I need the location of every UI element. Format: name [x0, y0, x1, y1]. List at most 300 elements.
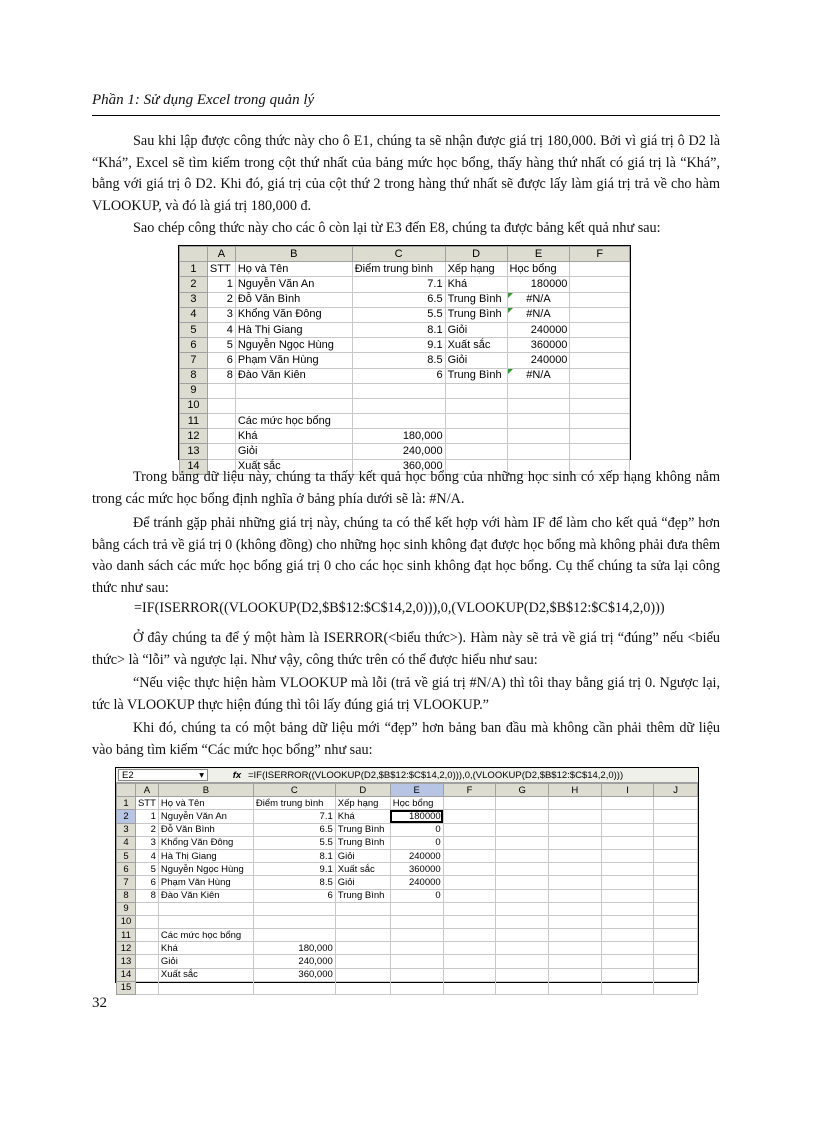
cell-e10[interactable]: [390, 915, 443, 928]
cell-h5[interactable]: [548, 849, 601, 862]
cell-b10[interactable]: [235, 398, 352, 413]
cell-h11[interactable]: [548, 929, 601, 942]
cell-g11[interactable]: [496, 929, 549, 942]
cell-e5[interactable]: 240000: [390, 849, 443, 862]
cell-a4[interactable]: 3: [135, 836, 158, 849]
cell-g5[interactable]: [496, 849, 549, 862]
cell-a8[interactable]: 8: [207, 368, 235, 383]
cell-d8[interactable]: Trung Bình: [445, 368, 507, 383]
cell-g1[interactable]: [496, 797, 549, 810]
cell-j14[interactable]: [654, 968, 698, 981]
column-header-a[interactable]: A: [135, 784, 158, 797]
cell-g7[interactable]: [496, 876, 549, 889]
cell-d11[interactable]: [335, 929, 390, 942]
cell-i14[interactable]: [601, 968, 654, 981]
cell-h4[interactable]: [548, 836, 601, 849]
cell-a10[interactable]: [207, 398, 235, 413]
cell-c5[interactable]: 8.1: [352, 322, 445, 337]
row-header-9[interactable]: 9: [117, 902, 136, 915]
cell-b8[interactable]: Đào Văn Kiên: [158, 889, 253, 902]
cell-i2[interactable]: [601, 810, 654, 823]
cell-h10[interactable]: [548, 915, 601, 928]
cell-c7[interactable]: 8.5: [352, 353, 445, 368]
cell-c15[interactable]: [253, 981, 335, 994]
cell-f1[interactable]: [570, 262, 630, 277]
row-header-4[interactable]: 4: [180, 307, 208, 322]
cell-e4[interactable]: [507, 307, 570, 322]
cell-i13[interactable]: [601, 955, 654, 968]
cell-j6[interactable]: [654, 863, 698, 876]
cell-c3[interactable]: 6.5: [352, 292, 445, 307]
cell-c8[interactable]: 6: [352, 368, 445, 383]
cell-b14[interactable]: Xuất sắc: [235, 459, 352, 474]
cell-i9[interactable]: [601, 902, 654, 915]
cell-c5[interactable]: 8.1: [253, 849, 335, 862]
cell-b2[interactable]: Nguyễn Văn An: [235, 277, 352, 292]
cell-e10[interactable]: [507, 398, 570, 413]
cell-i5[interactable]: [601, 849, 654, 862]
row-header-7[interactable]: 7: [180, 353, 208, 368]
column-header-c[interactable]: C: [352, 247, 445, 262]
row-header-9[interactable]: 9: [180, 383, 208, 398]
cell-f14[interactable]: [443, 968, 496, 981]
cell-f15[interactable]: [443, 981, 496, 994]
cell-d2[interactable]: Khá: [335, 810, 390, 823]
column-header-j[interactable]: J: [654, 784, 698, 797]
cell-b3[interactable]: Đỗ Văn Bình: [235, 292, 352, 307]
cell-a2[interactable]: 1: [135, 810, 158, 823]
cell-a3[interactable]: 2: [135, 823, 158, 836]
cell-j5[interactable]: [654, 849, 698, 862]
cell-c7[interactable]: 8.5: [253, 876, 335, 889]
row-header-5[interactable]: 5: [117, 849, 136, 862]
cell-value: #N/A: [526, 293, 551, 306]
cell-j7[interactable]: [654, 876, 698, 889]
cell-f10[interactable]: [570, 398, 630, 413]
cell-g9[interactable]: [496, 902, 549, 915]
cell-i7[interactable]: [601, 876, 654, 889]
cell-d5[interactable]: Giỏi: [445, 322, 507, 337]
cell-e13[interactable]: [507, 444, 570, 459]
cell-h6[interactable]: [548, 863, 601, 876]
cell-b13[interactable]: Giỏi: [158, 955, 253, 968]
cell-f1[interactable]: [443, 797, 496, 810]
cell-b9[interactable]: [235, 383, 352, 398]
cell-d6[interactable]: Xuất sắc: [445, 338, 507, 353]
cell-a1[interactable]: STT: [207, 262, 235, 277]
cell-a8[interactable]: 8: [135, 889, 158, 902]
cell-j12[interactable]: [654, 942, 698, 955]
cell-f6[interactable]: [570, 338, 630, 353]
row-header-12[interactable]: 12: [117, 942, 136, 955]
cell-c2[interactable]: 7.1: [352, 277, 445, 292]
cell-f11[interactable]: [443, 929, 496, 942]
spreadsheet-result-na: [178, 245, 631, 473]
cell-a11[interactable]: [135, 929, 158, 942]
cell-c4[interactable]: 5.5: [253, 836, 335, 849]
cell-c9[interactable]: [253, 902, 335, 915]
row-header-1[interactable]: 1: [180, 262, 208, 277]
cell-h2[interactable]: [548, 810, 601, 823]
cell-f5[interactable]: [443, 849, 496, 862]
row-header-14[interactable]: 14: [117, 968, 136, 981]
cell-a4[interactable]: 3: [207, 307, 235, 322]
table-row: [117, 797, 698, 810]
cell-e8[interactable]: 0: [390, 889, 443, 902]
cell-a12[interactable]: [135, 942, 158, 955]
cell-e5[interactable]: 240000: [507, 322, 570, 337]
table-row: [117, 889, 698, 902]
row-header-6[interactable]: 6: [117, 863, 136, 876]
cell-b6[interactable]: Nguyễn Ngọc Hùng: [158, 863, 253, 876]
cell-h8[interactable]: [548, 889, 601, 902]
cell-j4[interactable]: [654, 836, 698, 849]
cell-e9[interactable]: [507, 383, 570, 398]
cell-b12[interactable]: Khá: [158, 942, 253, 955]
dropdown-arrow-icon[interactable]: ▾: [199, 769, 204, 781]
row-header-4[interactable]: 4: [117, 836, 136, 849]
cell-e8[interactable]: [507, 368, 570, 383]
cell-c6[interactable]: 9.1: [253, 863, 335, 876]
table-row: [117, 955, 698, 968]
column-header-c[interactable]: C: [253, 784, 335, 797]
cell-d8[interactable]: Trung Bình: [335, 889, 390, 902]
column-header-f[interactable]: F: [443, 784, 496, 797]
cell-a15[interactable]: [135, 981, 158, 994]
cell-e4[interactable]: 0: [390, 836, 443, 849]
cell-b11[interactable]: Các mức học bổng: [235, 414, 352, 429]
cell-a6[interactable]: 5: [135, 863, 158, 876]
cell-h3[interactable]: [548, 823, 601, 836]
paragraph-7: Khi đó, chúng ta có một bảng dữ liệu mới “đẹp” hơn bảng ban đầu mà không cần phải thêm dữ liệu vào bảng tìm kiếm “Các mức học bổng” như sau:: [92, 720, 720, 758]
cell-c10[interactable]: [352, 398, 445, 413]
row-header-5[interactable]: 5: [180, 322, 208, 337]
cell-h15[interactable]: [548, 981, 601, 994]
row-header-13[interactable]: 13: [117, 955, 136, 968]
cell-d12[interactable]: [445, 429, 507, 444]
cell-f10[interactable]: [443, 915, 496, 928]
cell-c3[interactable]: 6.5: [253, 823, 335, 836]
cell-d3[interactable]: Trung Bình: [445, 292, 507, 307]
cell-i1[interactable]: [601, 797, 654, 810]
cell-c11[interactable]: [352, 414, 445, 429]
cell-b10[interactable]: [158, 915, 253, 928]
cell-a14[interactable]: [135, 968, 158, 981]
cell-a11[interactable]: [207, 414, 235, 429]
cell-f12[interactable]: [443, 942, 496, 955]
table-row: [180, 322, 630, 337]
cell-a5[interactable]: 4: [135, 849, 158, 862]
cell-a7[interactable]: 6: [135, 876, 158, 889]
cell-a9[interactable]: [135, 902, 158, 915]
cell-f9[interactable]: [443, 902, 496, 915]
error-indicator-icon: [508, 369, 513, 374]
cell-d1[interactable]: Xếp hạng: [335, 797, 390, 810]
cell-g8[interactable]: [496, 889, 549, 902]
cell-c2[interactable]: 7.1: [253, 810, 335, 823]
cell-d2[interactable]: Khá: [445, 277, 507, 292]
cell-c11[interactable]: [253, 929, 335, 942]
cell-g12[interactable]: [496, 942, 549, 955]
table-row: [180, 429, 630, 444]
cell-c1[interactable]: Điểm trung bình: [253, 797, 335, 810]
cell-b12[interactable]: Khá: [235, 429, 352, 444]
cell-b15[interactable]: [158, 981, 253, 994]
row-header-2[interactable]: 2: [117, 810, 136, 823]
cell-d3[interactable]: Trung Bình: [335, 823, 390, 836]
column-header-e[interactable]: E: [390, 784, 443, 797]
spreadsheet-grid: [116, 783, 698, 995]
cell-b7[interactable]: Phạm Văn Hùng: [158, 876, 253, 889]
cell-j2[interactable]: [654, 810, 698, 823]
cell-h1[interactable]: [548, 797, 601, 810]
table-row: [180, 398, 630, 413]
cell-d9[interactable]: [445, 383, 507, 398]
cell-j8[interactable]: [654, 889, 698, 902]
cell-e1[interactable]: Học bổng: [507, 262, 570, 277]
cell-b5[interactable]: Hà Thị Giang: [235, 322, 352, 337]
cell-g3[interactable]: [496, 823, 549, 836]
cell-i8[interactable]: [601, 889, 654, 902]
cell-d14[interactable]: [335, 968, 390, 981]
cell-i12[interactable]: [601, 942, 654, 955]
cell-j1[interactable]: [654, 797, 698, 810]
cell-d13[interactable]: [335, 955, 390, 968]
column-header-g[interactable]: G: [496, 784, 549, 797]
cell-b14[interactable]: Xuất sắc: [158, 968, 253, 981]
cell-a1[interactable]: STT: [135, 797, 158, 810]
cell-d11[interactable]: [445, 414, 507, 429]
column-header-h[interactable]: H: [548, 784, 601, 797]
cell-f5[interactable]: [570, 322, 630, 337]
cell-b1[interactable]: Họ và Tên: [235, 262, 352, 277]
cell-d4[interactable]: Trung Bình: [335, 836, 390, 849]
cell-a10[interactable]: [135, 915, 158, 928]
cell-e6[interactable]: 360000: [507, 338, 570, 353]
cell-b4[interactable]: Khổng Văn Đông: [158, 836, 253, 849]
cell-g4[interactable]: [496, 836, 549, 849]
cell-e6[interactable]: 360000: [390, 863, 443, 876]
cell-d5[interactable]: Giỏi: [335, 849, 390, 862]
cell-c1[interactable]: Điểm trung bình: [352, 262, 445, 277]
row-header-14[interactable]: 14: [180, 459, 208, 474]
cell-d10[interactable]: [445, 398, 507, 413]
row-header-3[interactable]: 3: [117, 823, 136, 836]
cell-e3[interactable]: [507, 292, 570, 307]
cell-c14[interactable]: 360,000: [253, 968, 335, 981]
cell-c4[interactable]: 5.5: [352, 307, 445, 322]
cell-d12[interactable]: [335, 942, 390, 955]
cell-f7[interactable]: [570, 353, 630, 368]
cell-b8[interactable]: Đào Văn Kiên: [235, 368, 352, 383]
cell-f7[interactable]: [443, 876, 496, 889]
cell-a6[interactable]: 5: [207, 338, 235, 353]
column-header-e[interactable]: E: [507, 247, 570, 262]
cell-a2[interactable]: 1: [207, 277, 235, 292]
cell-value: #N/A: [526, 369, 551, 382]
cell-e2[interactable]: 180000: [390, 810, 443, 823]
cell-c9[interactable]: [352, 383, 445, 398]
column-header-i[interactable]: I: [601, 784, 654, 797]
row-header-1[interactable]: 1: [117, 797, 136, 810]
cell-a13[interactable]: [207, 444, 235, 459]
cell-b4[interactable]: Khổng Văn Đông: [235, 307, 352, 322]
cell-f3[interactable]: [570, 292, 630, 307]
cell-d15[interactable]: [335, 981, 390, 994]
cell-h7[interactable]: [548, 876, 601, 889]
cell-c8[interactable]: 6: [253, 889, 335, 902]
error-indicator-icon: [508, 308, 513, 313]
row-header-7[interactable]: 7: [117, 876, 136, 889]
cell-h9[interactable]: [548, 902, 601, 915]
row-header-11[interactable]: 11: [117, 929, 136, 942]
cell-g15[interactable]: [496, 981, 549, 994]
cell-d7[interactable]: Giỏi: [335, 876, 390, 889]
cell-f8[interactable]: [570, 368, 630, 383]
column-header-d[interactable]: D: [335, 784, 390, 797]
cell-j10[interactable]: [654, 915, 698, 928]
name-box[interactable]: [118, 769, 208, 781]
cell-h14[interactable]: [548, 968, 601, 981]
row-header-10[interactable]: 10: [180, 398, 208, 413]
select-all-corner[interactable]: [180, 247, 208, 262]
cell-i11[interactable]: [601, 929, 654, 942]
cell-c12[interactable]: 180,000: [253, 942, 335, 955]
cell-c13[interactable]: 240,000: [352, 444, 445, 459]
row-header-8[interactable]: 8: [180, 368, 208, 383]
cell-f6[interactable]: [443, 863, 496, 876]
cell-c14[interactable]: 360,000: [352, 459, 445, 474]
cell-e12[interactable]: [507, 429, 570, 444]
cell-f2[interactable]: [570, 277, 630, 292]
cell-j15[interactable]: [654, 981, 698, 994]
cell-b13[interactable]: Giỏi: [235, 444, 352, 459]
cell-d4[interactable]: Trung Bình: [445, 307, 507, 322]
cell-b6[interactable]: Nguyễn Ngọc Hùng: [235, 338, 352, 353]
cell-f2[interactable]: [443, 810, 496, 823]
row-header-10[interactable]: 10: [117, 915, 136, 928]
cell-i3[interactable]: [601, 823, 654, 836]
column-header-b[interactable]: B: [158, 784, 253, 797]
cell-j3[interactable]: [654, 823, 698, 836]
cell-g13[interactable]: [496, 955, 549, 968]
row-header-8[interactable]: 8: [117, 889, 136, 902]
error-indicator-icon: [508, 293, 513, 298]
cell-c6[interactable]: 9.1: [352, 338, 445, 353]
cell-e1[interactable]: Học bổng: [390, 797, 443, 810]
cell-b9[interactable]: [158, 902, 253, 915]
cell-a9[interactable]: [207, 383, 235, 398]
cell-g10[interactable]: [496, 915, 549, 928]
cell-f4[interactable]: [443, 836, 496, 849]
fx-icon[interactable]: fx: [232, 769, 242, 781]
table-row: [117, 836, 698, 849]
cell-f3[interactable]: [443, 823, 496, 836]
cell-f8[interactable]: [443, 889, 496, 902]
row-header-13[interactable]: 13: [180, 444, 208, 459]
cell-i4[interactable]: [601, 836, 654, 849]
cell-g6[interactable]: [496, 863, 549, 876]
cell-f9[interactable]: [570, 383, 630, 398]
cell-e9[interactable]: [390, 902, 443, 915]
cell-j13[interactable]: [654, 955, 698, 968]
cell-d7[interactable]: Giỏi: [445, 353, 507, 368]
column-header-d[interactable]: D: [445, 247, 507, 262]
cell-e13[interactable]: [390, 955, 443, 968]
cell-b11[interactable]: Các mức học bổng: [158, 929, 253, 942]
cell-e11[interactable]: [507, 414, 570, 429]
cell-a12[interactable]: [207, 429, 235, 444]
column-header-a[interactable]: A: [207, 247, 235, 262]
cell-e7[interactable]: 240000: [390, 876, 443, 889]
cell-i10[interactable]: [601, 915, 654, 928]
cell-a7[interactable]: 6: [207, 353, 235, 368]
paragraph-4: Để tránh gặp phải những giá trị này, chúng ta có thể kết hợp với hàm IF để làm cho kết quả “đẹp” hơn bằng cách trả về giá trị 0 (không đồng) cho những học sinh không đạt được học bổng mà không phải đưa thêm vào danh sách các mức học bổng giá trị 0 cho các học sinh không đạt học bổng. Cụ thể chúng ta sửa lại công thức như sau:: [92, 515, 720, 596]
cell-e7[interactable]: 240000: [507, 353, 570, 368]
row-header-3[interactable]: 3: [180, 292, 208, 307]
cell-h12[interactable]: [548, 942, 601, 955]
cell-e2[interactable]: 180000: [507, 277, 570, 292]
row-header-2[interactable]: 2: [180, 277, 208, 292]
column-header-f[interactable]: F: [570, 247, 630, 262]
cell-h13[interactable]: [548, 955, 601, 968]
cell-c13[interactable]: 240,000: [253, 955, 335, 968]
cell-a5[interactable]: 4: [207, 322, 235, 337]
table-row: [180, 292, 630, 307]
row-header-11[interactable]: 11: [180, 414, 208, 429]
cell-f4[interactable]: [570, 307, 630, 322]
column-header-b[interactable]: B: [235, 247, 352, 262]
cell-d1[interactable]: Xếp hạng: [445, 262, 507, 277]
cell-b2[interactable]: Nguyễn Văn An: [158, 810, 253, 823]
row-header-15[interactable]: 15: [117, 981, 136, 994]
cell-b5[interactable]: Hà Thị Giang: [158, 849, 253, 862]
row-header-12[interactable]: 12: [180, 429, 208, 444]
cell-j9[interactable]: [654, 902, 698, 915]
cell-b1[interactable]: Họ và Tên: [158, 797, 253, 810]
cell-a3[interactable]: 2: [207, 292, 235, 307]
cell-f12[interactable]: [570, 429, 630, 444]
cell-j11[interactable]: [654, 929, 698, 942]
cell-e11[interactable]: [390, 929, 443, 942]
cell-e12[interactable]: [390, 942, 443, 955]
cell-d6[interactable]: Xuất sắc: [335, 863, 390, 876]
row-header-6[interactable]: 6: [180, 338, 208, 353]
cell-g14[interactable]: [496, 968, 549, 981]
cell-e14[interactable]: [390, 968, 443, 981]
cell-c10[interactable]: [253, 915, 335, 928]
cell-f11[interactable]: [570, 414, 630, 429]
cell-f13[interactable]: [443, 955, 496, 968]
cell-d9[interactable]: [335, 902, 390, 915]
cell-g2[interactable]: [496, 810, 549, 823]
cell-d13[interactable]: [445, 444, 507, 459]
formula-text: =IF(ISERROR((VLOOKUP(D2,$B$12:$C$14,2,0))),0,(VLOOKUP(D2,$B$12:$C$14,2,0))): [134, 600, 665, 616]
cell-a13[interactable]: [135, 955, 158, 968]
select-all-corner[interactable]: [117, 784, 136, 797]
cell-i6[interactable]: [601, 863, 654, 876]
cell-f13[interactable]: [570, 444, 630, 459]
formula-bar-text[interactable]: =IF(ISERROR((VLOOKUP(D2,$B$12:$C$14,2,0))),0,(VLOOKUP(D2,$B$12:$C$14,2,0))): [248, 769, 624, 781]
cell-e3[interactable]: 0: [390, 823, 443, 836]
cell-e15[interactable]: [390, 981, 443, 994]
cell-b7[interactable]: Phạm Văn Hùng: [235, 353, 352, 368]
table-row: [117, 929, 698, 942]
cell-d10[interactable]: [335, 915, 390, 928]
cell-i15[interactable]: [601, 981, 654, 994]
cell-c12[interactable]: 180,000: [352, 429, 445, 444]
cell-b3[interactable]: Đỗ Văn Bình: [158, 823, 253, 836]
